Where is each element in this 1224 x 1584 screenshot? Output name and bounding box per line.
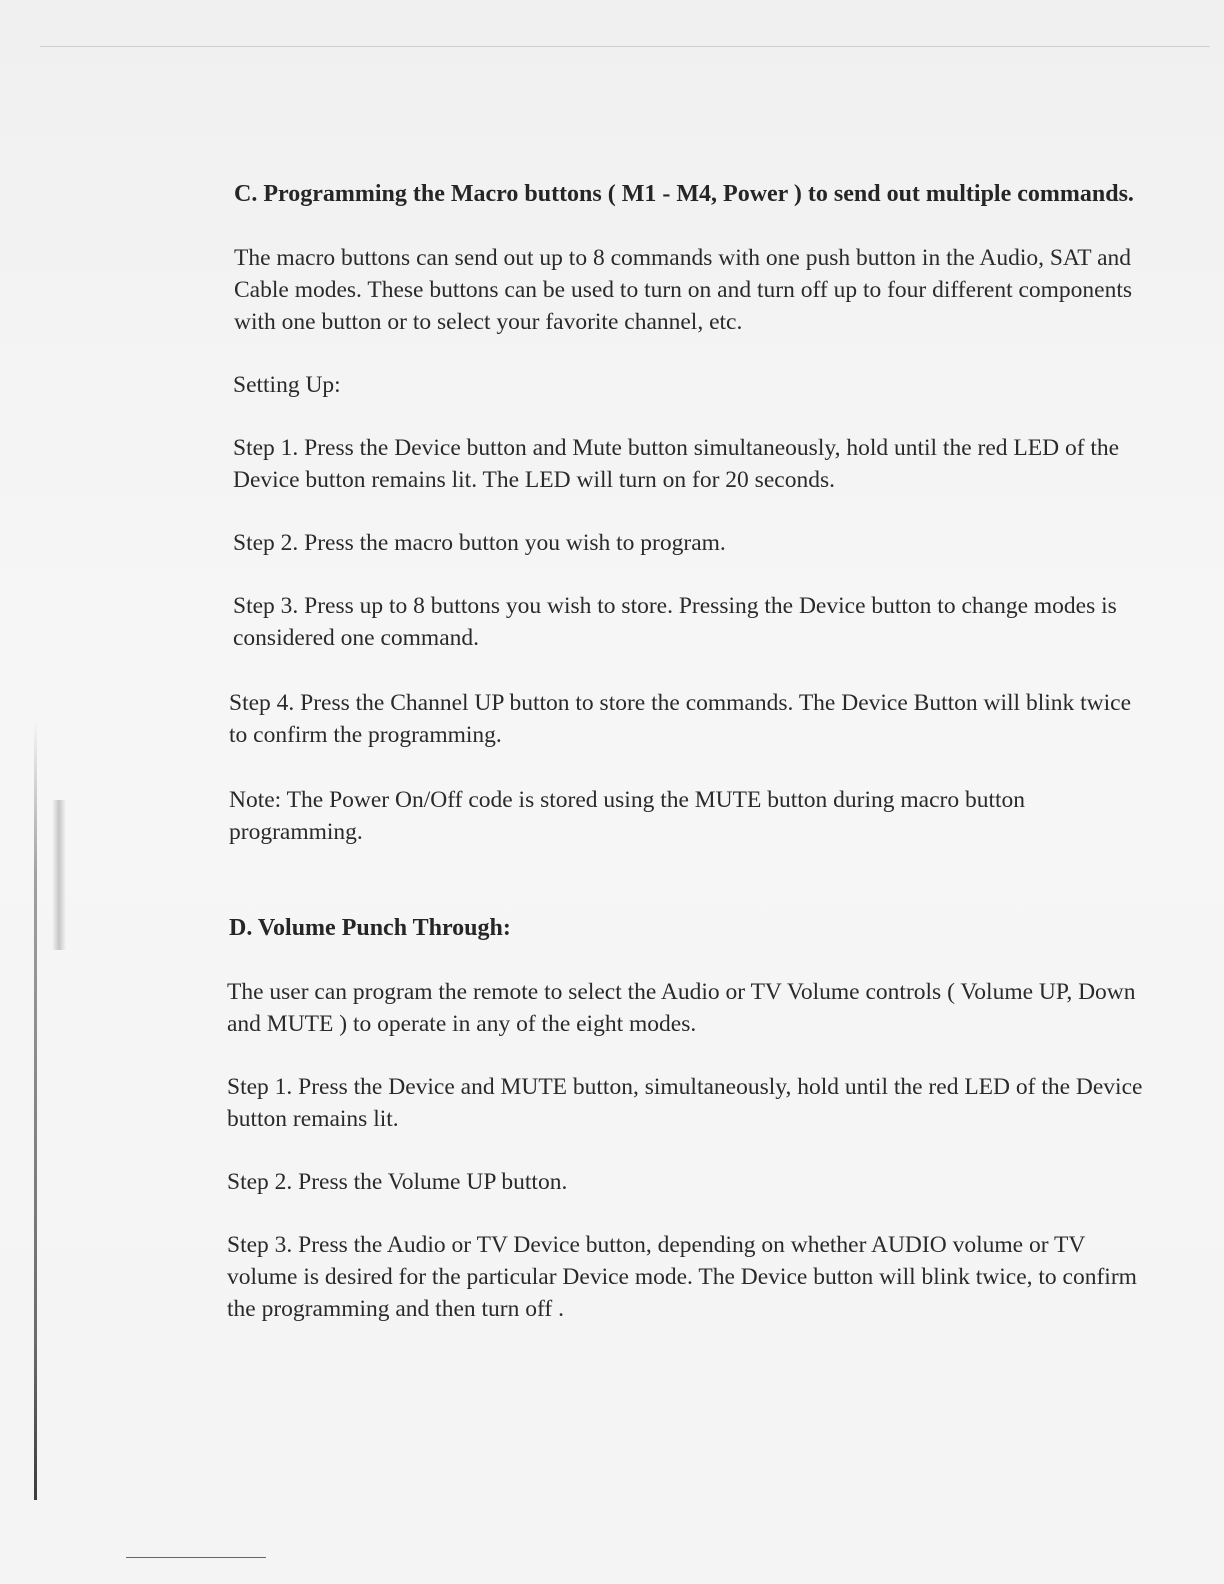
section-c-note: Note: The Power On/Off code is stored using the MUTE button during macro button programming. <box>229 787 1026 845</box>
scan-bottom-underline <box>126 1557 266 1558</box>
section-c-step-4: Step 4. Press the Channel UP button to store the commands. The Device Button will blink twice to confirm the programming. <box>229 690 1132 748</box>
section-d-intro: The user can program the remote to select the Audio or TV Volume controls ( Volume UP, Down and MUTE ) to operate in any of the eight modes. <box>227 979 1136 1037</box>
section-d-step-2: Step 2. Press the Volume UP button. <box>227 1169 568 1195</box>
section-c-step-2: Step 2. Press the macro button you wish to program. <box>233 530 726 556</box>
scan-left-smudge <box>52 800 66 950</box>
setting-up-label: Setting Up: <box>233 372 341 398</box>
section-c-step-1: Step 1. Press the Device button and Mute button simultaneously, hold until the red LED of the Device button remains lit. The LED will turn on for 20 seconds. <box>233 435 1120 493</box>
scan-top-edge-line <box>40 46 1210 47</box>
section-c-step-3: Step 3. Press up to 8 buttons you wish to store. Pressing the Device button to change modes is considered one command. <box>233 593 1117 651</box>
section-d-step-1: Step 1. Press the Device and MUTE button, simultaneously, hold until the red LED of the Device button remains lit. <box>227 1074 1143 1132</box>
scan-left-edge-shadow <box>34 720 37 1500</box>
section-d-step-3: Step 3. Press the Audio or TV Device button, depending on whether AUDIO volume or TV volume is desired for the particular Device mode. The Device button will blink twice, to confirm the programming and then turn off . <box>227 1232 1137 1322</box>
section-c-intro: The macro buttons can send out up to 8 commands with one push button in the Audio, SAT and Cable modes. These buttons can be used to turn on and turn off up to four different components with one button or to select your favorite channel, etc. <box>234 245 1133 335</box>
section-d-heading: D. Volume Punch Through: <box>229 915 511 941</box>
document-body <box>226 178 1146 1325</box>
section-c-heading: C. Programming the Macro buttons ( M1 - M4, Power ) to send out multiple commands. <box>234 181 1134 207</box>
